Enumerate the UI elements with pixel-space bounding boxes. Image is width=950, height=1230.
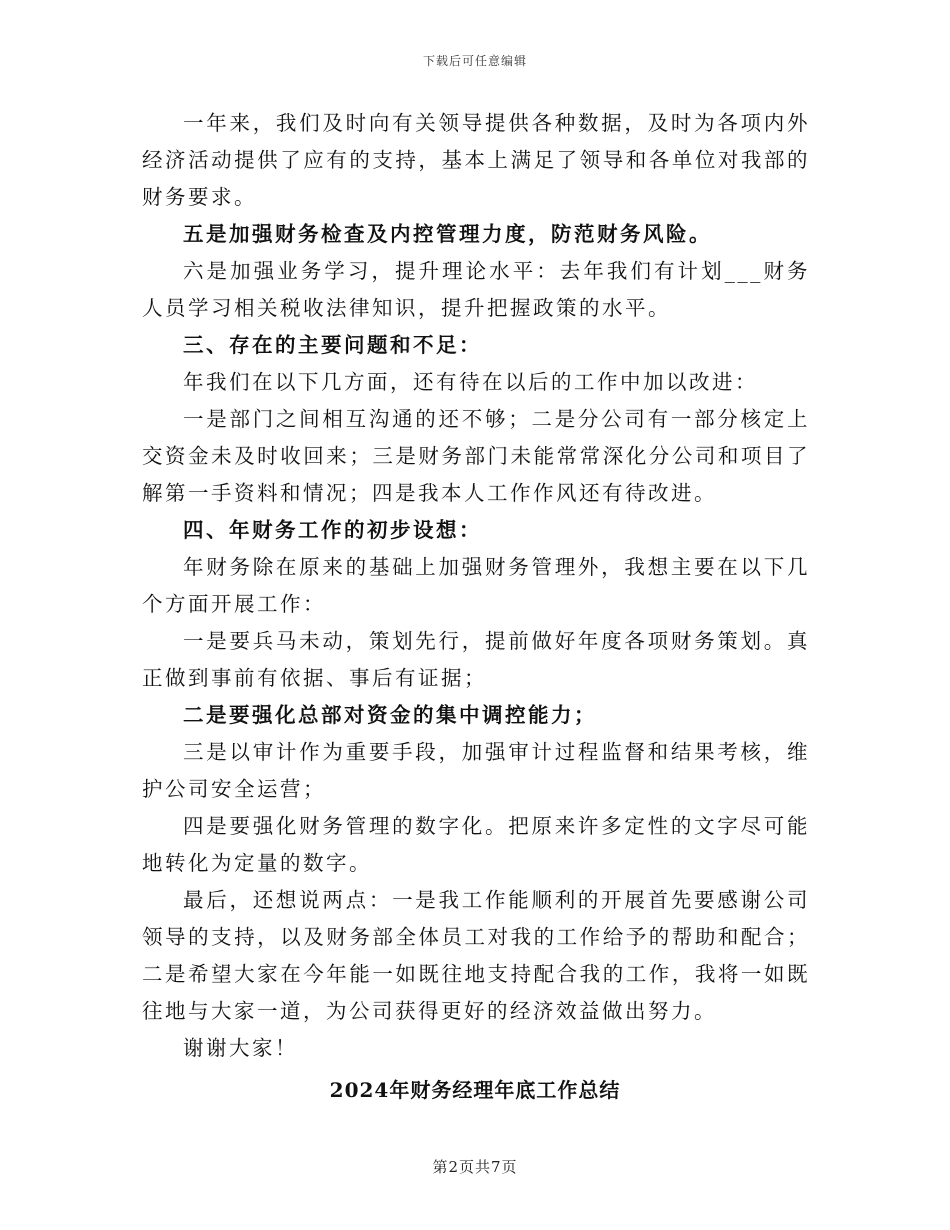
paragraph-bold: 二是要强化总部对资金的集中调控能力； bbox=[183, 703, 597, 727]
section-heading: 四、年财务工作的初步设想： bbox=[183, 518, 482, 542]
paragraph: 年财务除在原来的基础上加强财务管理外，我想主要在以下几个方面开展工作： bbox=[142, 555, 810, 616]
page-footer: 第2页共7页 bbox=[432, 1158, 518, 1176]
paragraph: 一年来，我们及时向有关领导提供各种数据，及时为各项内外经济活动提供了应有的支持，基本上满足了领导和各单位对我部的财务要求。 bbox=[142, 111, 810, 209]
next-document-title: 2024年财务经理年底工作总结 bbox=[329, 1078, 621, 1102]
paragraph: 六是加强业务学习，提升理论水平：去年我们有计划___财务人员学习相关税收法律知识，提升把握政策的水平。 bbox=[142, 259, 810, 320]
document-body bbox=[142, 105, 810, 1067]
paragraph: 一是要兵马未动，策划先行，提前做好年度各项财务策划。真正做到事前有依据、事后有证据； bbox=[142, 629, 810, 690]
paragraph-bold: 五是加强财务检查及内控管理力度，防范财务风险。 bbox=[183, 222, 712, 246]
paragraph: 最后，还想说两点：一是我工作能顺利的开展首先要感谢公司领导的支持，以及财务部全体员工对我的工作给予的帮助和配合；二是希望大家在今年能一如既往地支持配合我的工作，我将一如既往地与大家一道，为公司获得更好的经济效益做出努力。 bbox=[142, 888, 810, 1023]
paragraph: 年我们在以下几方面，还有待在以后的工作中加以改进： bbox=[183, 370, 758, 394]
paragraph: 三是以审计作为重要手段，加强审计过程监督和结果考核，维护公司安全运营； bbox=[142, 740, 810, 801]
paragraph: 四是要强化财务管理的数字化。把原来许多定性的文字尽可能地转化为定量的数字。 bbox=[142, 814, 810, 875]
section-heading: 三、存在的主要问题和不足： bbox=[183, 333, 482, 357]
paragraph: 谢谢大家！ bbox=[183, 1036, 298, 1060]
header-note: 下载后可任意编辑 bbox=[422, 54, 527, 68]
paragraph: 一是部门之间相互沟通的还不够；二是分公司有一部分核定上交资金未及时收回来；三是财务部门未能常常深化分公司和项目了解第一手资料和情况；四是我本人工作作风还有待改进。 bbox=[142, 407, 810, 505]
